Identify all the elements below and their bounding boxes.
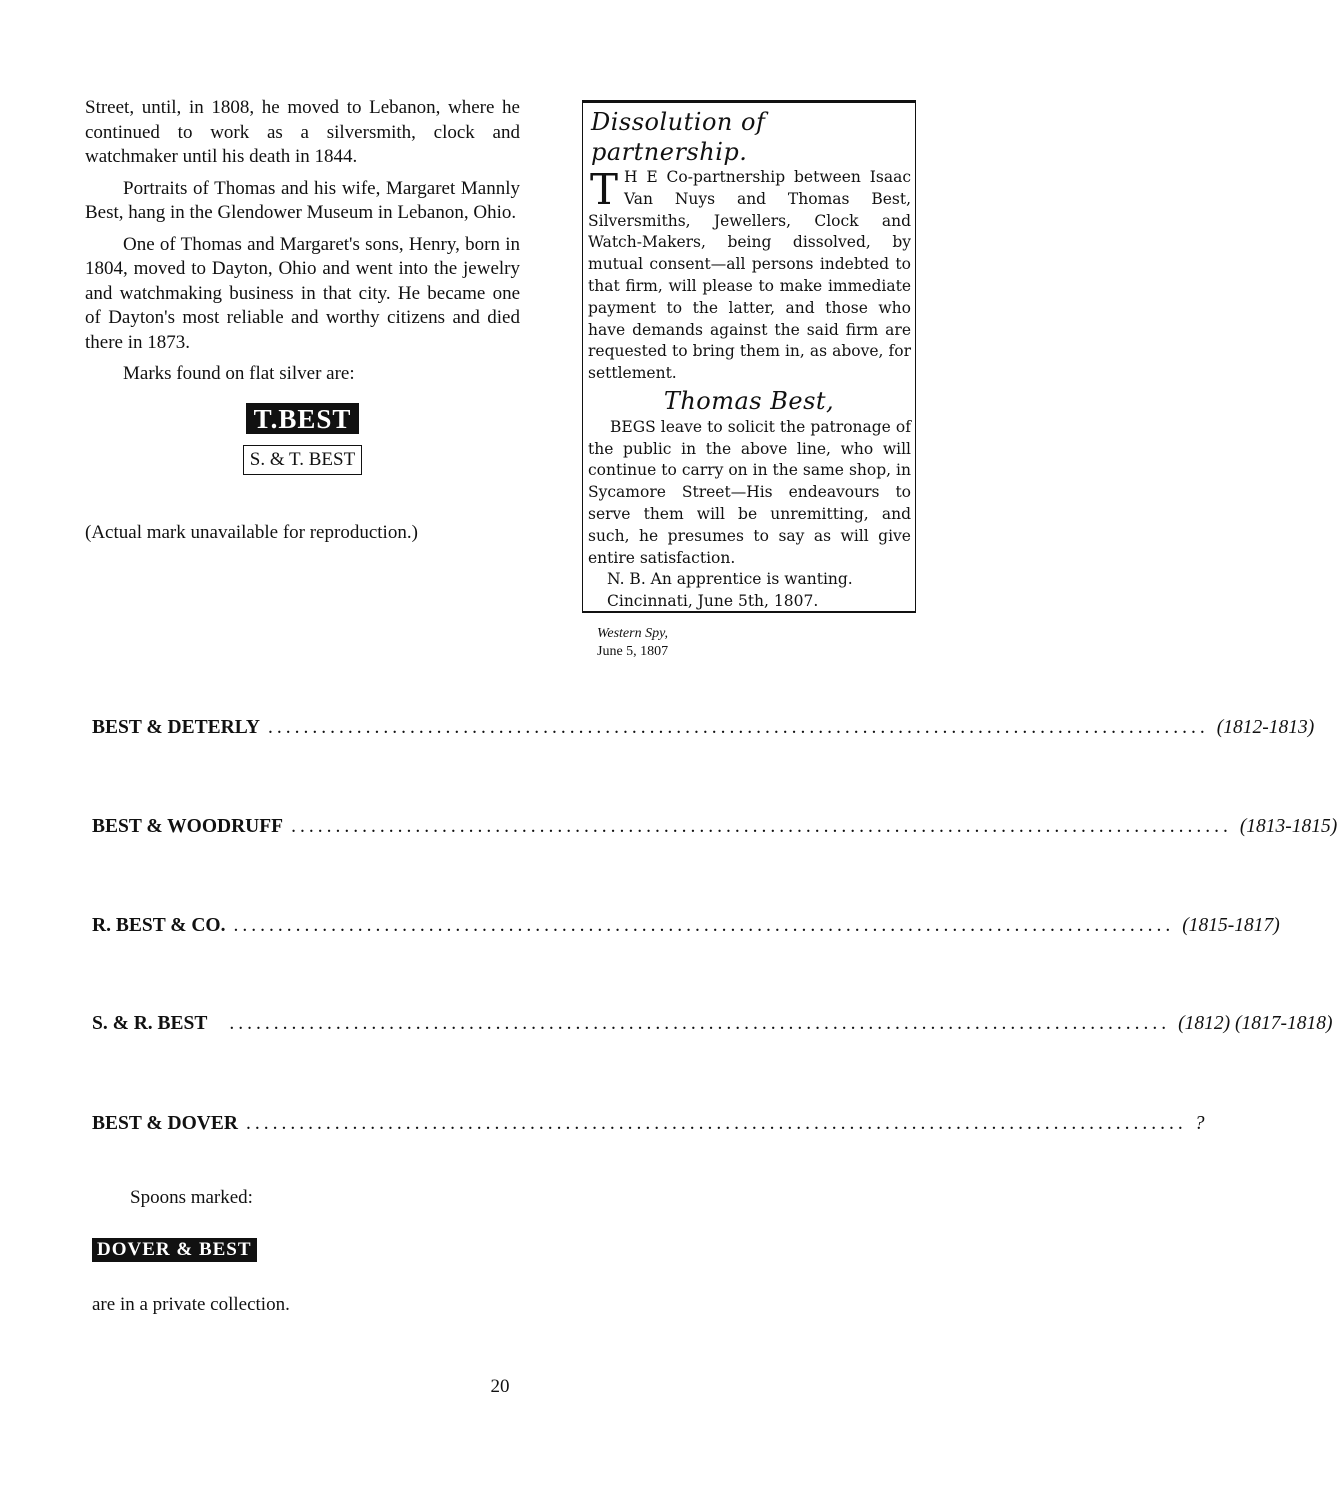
- ad-dropcap: T: [590, 165, 619, 214]
- entry-row: [92, 914, 1280, 938]
- leader-dots: ..........................................................................................................: [233, 915, 1175, 936]
- leader-dots: ..........................................................................................................: [268, 717, 1209, 738]
- entry-date: (1812) (1817-1818): [1178, 1013, 1333, 1034]
- mark-dover-best: DOVER & BEST: [92, 1238, 257, 1262]
- marks-intro: Marks found on flat silver are:: [123, 363, 355, 384]
- entry-date: (1812-1813): [1216, 717, 1315, 738]
- mark-note: (Actual mark unavailable for reproduction.): [85, 522, 418, 543]
- entry-name: S. & R. BEST: [92, 1013, 208, 1034]
- leader-dots: ..........................................................................................................: [229, 1013, 1171, 1034]
- caption-date: June 5, 1807: [597, 644, 669, 659]
- private-collection: are in a private collection.: [92, 1294, 290, 1315]
- ad-body-2: BEGS leave to solicit the patronage of the public in the above line, who will continue to carry on in the same shop, in Sycamore Street—His endeavours to serve them will be unremitting, and such, he presumes to say as will give entire satisfaction.: [588, 417, 911, 567]
- ad-body-1: [583, 167, 915, 385]
- ad-place-date: Cincinnati, June 5th, 1807.: [607, 592, 819, 611]
- mark-dover-best-wrap: [92, 1238, 257, 1262]
- ad-name: Thomas Best,: [663, 386, 835, 415]
- paragraph-1: Street, until, in 1808, he moved to Lebanon, where he continued to work as a silversmith, clock and watchmaker until his death in 1844.: [85, 97, 520, 167]
- entry-name: BEST & DETERLY: [92, 717, 260, 738]
- entry-row: [92, 1112, 1205, 1136]
- spoons-marked: Spoons marked:: [130, 1187, 253, 1208]
- marks-group: [85, 403, 520, 476]
- ad-caption: [597, 625, 668, 661]
- page-number: 20: [490, 1376, 510, 1397]
- ad-body-1-text: H E Co-partnership between Isaac Van Nuys and Thomas Best, Silversmiths, Jewellers, Clock and Watch-Makers, being dissolved, by mutual consent—all persons indebted to that firm, will please to make immediate payment to the latter, and those who have demands against the said firm are requested to bring them in, as above, for settlement.: [588, 168, 911, 383]
- ad-heading: Dissolution of partnership.: [591, 108, 766, 166]
- paragraph-2: Portraits of Thomas and his wife, Margaret Mannly Best, hang in the Glendower Museum in Lebanon, Ohio.: [85, 177, 520, 223]
- mark-s-t-best: S. & T. BEST: [243, 445, 362, 475]
- entry-date: ?: [1194, 1113, 1205, 1134]
- leader-dots: ..........................................................................................................: [245, 1113, 1187, 1134]
- paragraph-3: One of Thomas and Margaret's sons, Henry, born in 1804, moved to Dayton, Ohio and went into the jewelry and watchmaking business in that city. He became one of Dayton's most reliable and worthy citizens and died there in 1873.: [85, 233, 520, 353]
- mark-t-best: T.BEST: [246, 403, 360, 434]
- entry-date: (1815-1817): [1182, 915, 1280, 936]
- entry-name: BEST & DOVER: [92, 1113, 238, 1134]
- entry-row: [92, 1012, 1333, 1036]
- entry-name: R. BEST & CO.: [92, 915, 226, 936]
- entry-row: [92, 815, 1337, 839]
- left-column: [85, 96, 520, 553]
- ad-nb: N. B. An apprentice is wanting.: [607, 570, 853, 589]
- entry-row: [92, 716, 1315, 740]
- entry-date: (1813-1815): [1239, 816, 1337, 837]
- leader-dots: ..........................................................................................................: [291, 816, 1232, 837]
- caption-publication: Western Spy,: [597, 626, 669, 641]
- newspaper-advertisement: [582, 100, 916, 613]
- entry-name: BEST & WOODRUFF: [92, 816, 284, 837]
